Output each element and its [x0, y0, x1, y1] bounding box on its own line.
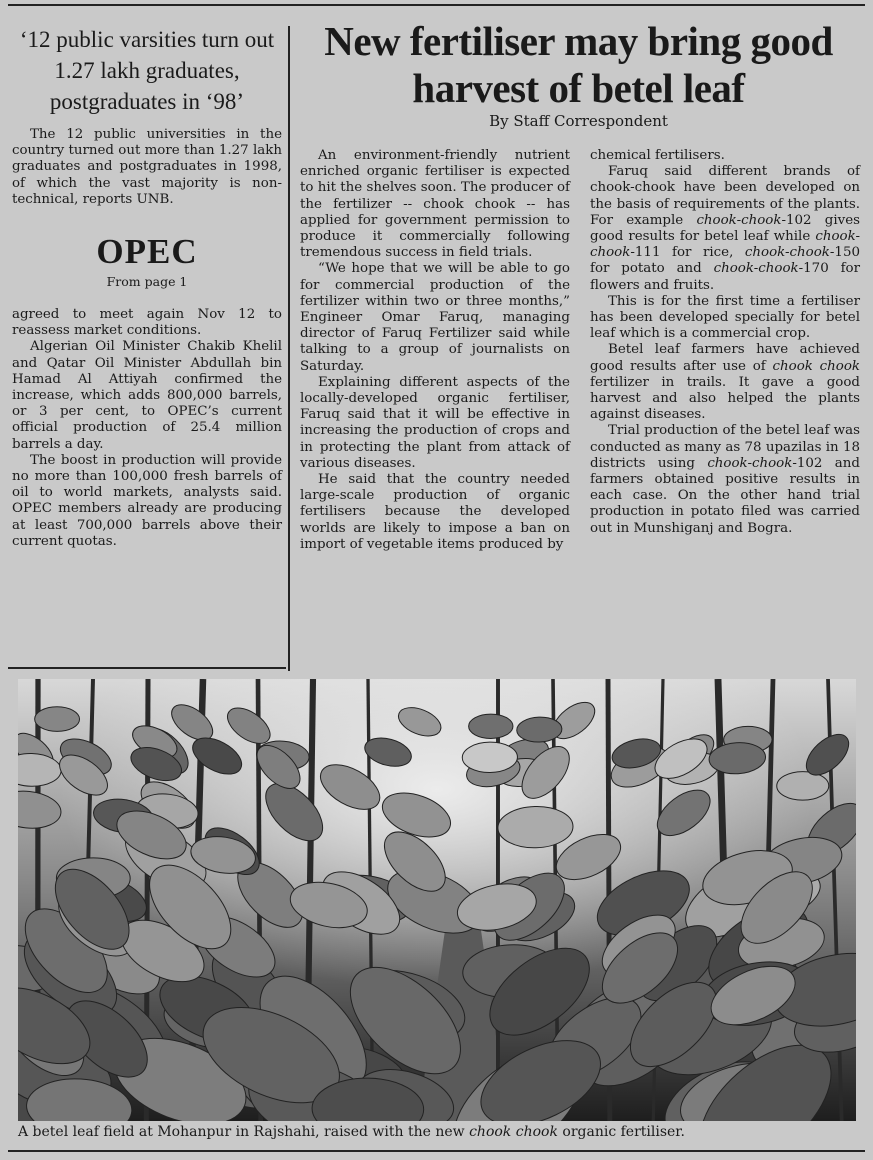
article-paragraph: Trial production of the betel leaf was conducted as many as 78 upazilas in 18 districts using chook-chook-102 and farmers obtained positive results in each case. On the other hand trial production in potato filed was carried out in Munshiganj and Bogra. [590, 423, 860, 536]
article-paragraph: Betel leaf farmers have achieved good results after use of chook chook fertilizer in trails. It gave a good harvest and also helped the plants against diseases. [590, 342, 860, 423]
article-paragraph: An environment-friendly nutrient enriched organic fertiliser is expected to hit the shelves soon. The producer of the fertilizer -- chook chook -- has applied for government permission to produce it commercially following tremendous success in field trials. [300, 148, 570, 261]
opec-body [12, 307, 282, 550]
top-rule [8, 4, 865, 6]
opec-headline: OPEC [96, 232, 198, 272]
photo-caption: A betel leaf field at Mohanpur in Rajshahi, raised with the new chook chook organic fertiliser. [18, 1124, 685, 1140]
opec-paragraph: Algerian Oil Minister Chakib Khelil and Qatar Oil Minister Abdullah bin Hamad Al Attiyah confirmed the increase, which adds 800,000 barrels, or 3 per cent, to OPEC’s current official production of 25.4 million barrels a day. [12, 339, 282, 452]
article-paragraph: He said that the country needed large-scale production of organic fertilisers because the developed worlds are likely to impose a ban on import of vegetable items produced by [300, 472, 570, 552]
article-paragraph: chemical fertilisers. [590, 148, 725, 163]
opec-paragraph: The boost in production will provide no more than 100,000 fresh barrels of oil to world markets, analysts said. OPEC members already are producing at least 700,000 barrels above their current quotas. [12, 452, 282, 549]
sidebar [12, 24, 282, 550]
sidebar-body: The 12 public universities in the country turned out more than 1.27 lakh graduates and postgraduates in 1998, of which the vast majority is non-technical, reports UNB. [12, 127, 282, 207]
bottom-rule [8, 1150, 865, 1152]
article-byline: By Staff Correspondent [489, 112, 668, 130]
betel-leaf-field-photo [18, 679, 856, 1121]
article-column-1 [300, 148, 570, 553]
photo-image [18, 679, 856, 1121]
article-paragraph: “We hope that we will be able to go for commercial production of the fertilizer within two or three months,” Engineer Omar Faruq, managing director of Faruq Fertilizer said while talking to a group of journalists on Saturday. [300, 261, 570, 374]
opec-paragraph: agreed to meet again Nov 12 to reassess market conditions. [12, 307, 282, 339]
article-column-2 [590, 148, 860, 537]
article-paragraph: Faruq said different brands of chook-chook have been developed on the basis of requirements of the plants. For example chook-chook-102 gives good results for betel leaf while chook-chook-111 for rice, chook-chook-150 for potato and chook-chook-170 for flowers and fruits. [590, 164, 861, 293]
article-paragraph: This is for the first time a fertiliser has been developed specially for betel leaf which is a commercial crop. [590, 293, 860, 342]
article-paragraph: Explaining different aspects of the locally-developed organic fertiliser, Faruq said that it will be effective in increasing the production of crops and in protecting the plant from attack of various diseases. [300, 374, 570, 471]
sidebar-headline: ‘12 public varsities turn out 1.27 lakh graduates, postgraduates in ‘98’ [19, 27, 275, 114]
column-divider [288, 26, 290, 671]
article-headline: New fertiliser may bring good harvest of betel leaf [324, 18, 833, 111]
sidebar-bottom-rule [8, 667, 286, 669]
opec-continued-from: From page 1 [106, 274, 188, 290]
